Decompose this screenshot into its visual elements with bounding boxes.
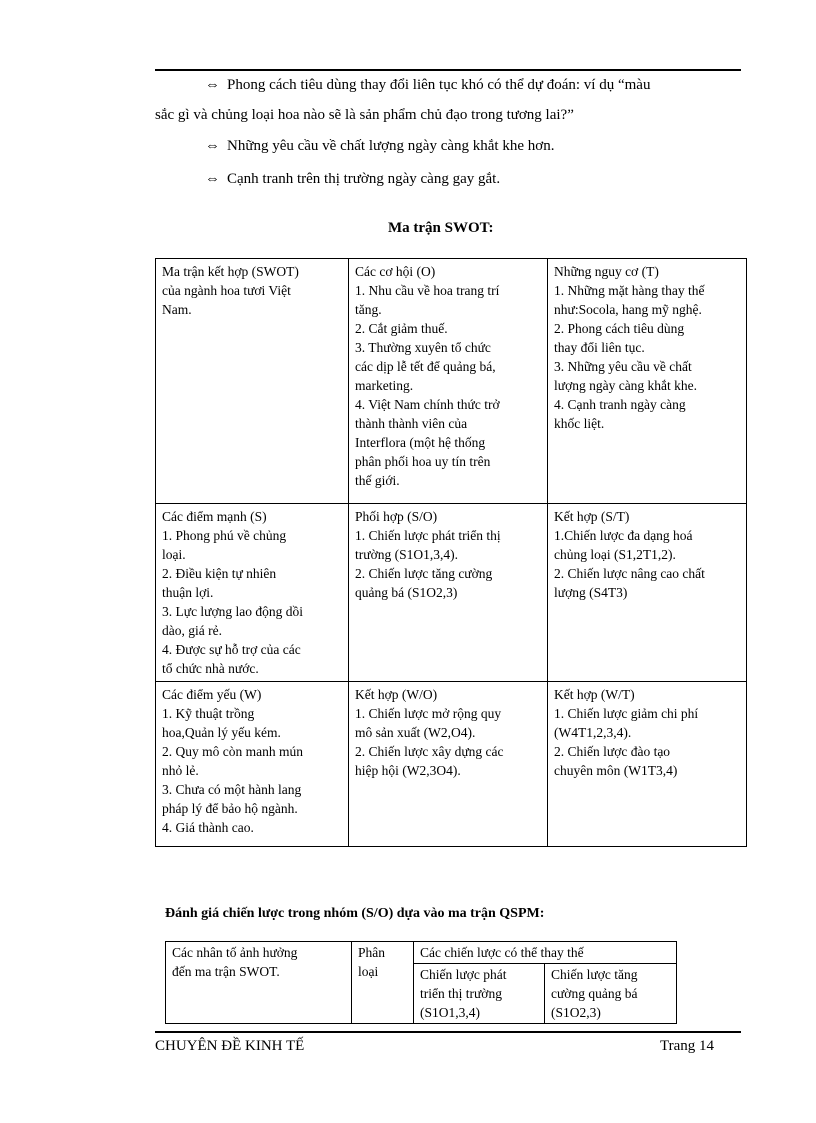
double-arrow-icon: ⇔	[205, 77, 220, 93]
cell-line: Những nguy cơ (T)	[554, 264, 659, 279]
cell-line: chủng loại (S1,2T1,2).	[554, 547, 676, 562]
qspm-strategy-2-header	[545, 964, 677, 1024]
cell-line: trường (S1O1,3,4).	[355, 547, 458, 562]
cell-line: 2. Cắt giảm thuế.	[355, 321, 448, 336]
cell-line: 1.Chiến lược đa dạng hoá	[554, 528, 693, 543]
intro-bullet-3	[205, 169, 500, 189]
intro-bullet-1	[205, 75, 650, 95]
cell-line: Phối hợp (S/O)	[355, 509, 438, 524]
cell-line: phân phối hoa uy tín trên	[355, 454, 491, 469]
double-arrow-icon: ⇔	[205, 138, 220, 154]
cell-line: nhỏ lẻ.	[162, 763, 199, 778]
cell-line: 2. Phong cách tiêu dùng	[554, 321, 685, 336]
cell-line: loại	[358, 964, 379, 979]
qspm-class-header	[352, 942, 414, 1024]
cell-line: các dịp lễ tết để quảng bá,	[355, 359, 496, 374]
swot-wt-cell	[548, 682, 747, 847]
cell-line: 2. Chiến lược nâng cao chất	[554, 566, 705, 581]
cell-line: tổ chức nhà nước.	[162, 661, 259, 676]
cell-line: lượng (S4T3)	[554, 585, 628, 600]
cell-line: Các điểm yếu (W)	[162, 687, 262, 702]
intro-3-text: Cạnh tranh trên thị trường ngày càng gay gắt.	[227, 171, 501, 187]
swot-corner-cell	[156, 259, 349, 504]
cell-line: Kết hợp (W/O)	[355, 687, 438, 702]
qspm-factors-header	[166, 942, 352, 1024]
cell-line: thế giới.	[355, 473, 400, 488]
cell-line: Kết hợp (S/T)	[554, 509, 630, 524]
intro-1-line1: Phong cách tiêu dùng thay đổi liên tục khó có thể dự đoán: ví dụ “màu	[227, 77, 651, 93]
cell-line: 1. Chiến lược giảm chi phí	[554, 706, 699, 721]
cell-line: loại.	[162, 547, 186, 562]
cell-line: 3. Chưa có một hành lang	[162, 782, 302, 797]
cell-line: đến ma trận SWOT.	[172, 964, 280, 979]
intro-bullet-1-cont	[155, 105, 574, 125]
cell-line: Nam.	[162, 302, 192, 317]
cell-line: như:Socola, hang mỹ nghệ.	[554, 302, 702, 317]
cell-line: (S1O2,3)	[551, 1005, 601, 1020]
swot-threats-cell	[548, 259, 747, 504]
cell-line: 1. Chiến lược phát triển thị	[355, 528, 501, 543]
cell-line: (S1O1,3,4)	[420, 1005, 480, 1020]
footer-rule	[155, 1031, 741, 1033]
cell-line: cường quảng bá	[551, 986, 638, 1001]
cell-line: dào, giá rẻ.	[162, 623, 222, 638]
swot-st-cell	[548, 504, 747, 682]
swot-wo-cell	[349, 682, 548, 847]
cell-line: tăng.	[355, 302, 382, 317]
cell-line: thành thành viên của	[355, 416, 468, 431]
swot-weaknesses-cell	[156, 682, 349, 847]
qspm-strategy-1-header	[414, 964, 545, 1024]
cell-line: marketing.	[355, 378, 414, 393]
cell-line: 2. Quy mô còn manh mún	[162, 744, 303, 759]
qspm-table	[165, 941, 677, 1024]
cell-line: 1. Chiến lược mở rộng quy	[355, 706, 502, 721]
cell-line: hoa,Quản lý yếu kém.	[162, 725, 281, 740]
cell-line: hiệp hội (W2,3O4).	[355, 763, 461, 778]
cell-line: 2. Điều kiện tự nhiên	[162, 566, 277, 581]
cell-line: 1. Kỹ thuật trồng	[162, 706, 255, 721]
cell-line: chuyên môn (W1T3,4)	[554, 763, 678, 778]
cell-line: 1. Nhu cầu về hoa trang trí	[355, 283, 500, 298]
cell-line: Kết hợp (W/T)	[554, 687, 635, 702]
footer-title: CHUYÊN ĐỀ KINH TẾ	[155, 1038, 305, 1054]
cell-line: khốc liệt.	[554, 416, 605, 431]
cell-line: 1. Những mặt hàng thay thế	[554, 283, 705, 298]
qspm-alternatives-header: Các chiến lược có thể thay thế	[414, 942, 677, 964]
cell-line: 3. Lực lượng lao động dồi	[162, 604, 304, 619]
cell-line: 3. Những yêu cầu về chất	[554, 359, 692, 374]
cell-line: quảng bá (S1O2,3)	[355, 585, 458, 600]
cell-line: Phân	[358, 945, 385, 960]
cell-line: 3. Thường xuyên tổ chức	[355, 340, 491, 355]
cell-line: Chiến lược phát	[420, 967, 507, 982]
cell-line: của ngành hoa tươi Việt	[162, 283, 291, 298]
cell-line: 4. Được sự hỗ trợ của các	[162, 642, 301, 657]
cell-line: 2. Chiến lược xây dựng các	[355, 744, 504, 759]
page-number: Trang 14	[660, 1038, 715, 1054]
cell-line: 4. Giá thành cao.	[162, 820, 254, 835]
intro-2-text: Những yêu cầu về chất lượng ngày càng khắt khe hơn.	[227, 138, 555, 154]
cell-line: (W4T1,2,3,4).	[554, 725, 632, 740]
cell-line: mô sản xuất (W2,O4).	[355, 725, 476, 740]
cell-line: 2. Chiến lược đào tạo	[554, 744, 671, 759]
cell-line: 4. Việt Nam chính thức trở	[355, 397, 500, 412]
swot-matrix-table	[155, 258, 747, 847]
cell-line: Các điểm mạnh (S)	[162, 509, 267, 524]
cell-line: lượng ngày càng khắt khe.	[554, 378, 698, 393]
cell-line: thay đổi liên tục.	[554, 340, 645, 355]
swot-strengths-cell	[156, 504, 349, 682]
cell-line: Các nhân tố ảnh hưởng	[172, 945, 298, 960]
cell-line: 4. Cạnh tranh ngày càng	[554, 397, 686, 412]
swot-so-cell	[349, 504, 548, 682]
cell-line: Ma trận kết hợp (SWOT)	[162, 264, 299, 279]
swot-opportunities-cell	[349, 259, 548, 504]
cell-line: Các cơ hội (O)	[355, 264, 436, 279]
intro-bullet-2	[205, 136, 554, 156]
intro-1-line2: sắc gì và chủng loại hoa nào sẽ là sản phẩm chủ đạo trong tương lai?”	[155, 107, 574, 123]
header-rule	[155, 69, 741, 71]
double-arrow-icon: ⇔	[205, 171, 220, 187]
cell-line: 2. Chiến lược tăng cường	[355, 566, 493, 581]
swot-title: Ma trận SWOT:	[388, 220, 494, 236]
cell-line: triển thị trường	[420, 986, 502, 1001]
cell-line: Chiến lược tăng	[551, 967, 638, 982]
qspm-title: Đánh giá chiến lược trong nhóm (S/O) dựa vào ma trận QSPM:	[165, 906, 545, 921]
cell-line: pháp lý để bảo hộ ngành.	[162, 801, 298, 816]
cell-line: 1. Phong phú về chủng	[162, 528, 287, 543]
cell-line: Interflora (một hệ thống	[355, 435, 486, 450]
cell-line: thuận lợi.	[162, 585, 214, 600]
